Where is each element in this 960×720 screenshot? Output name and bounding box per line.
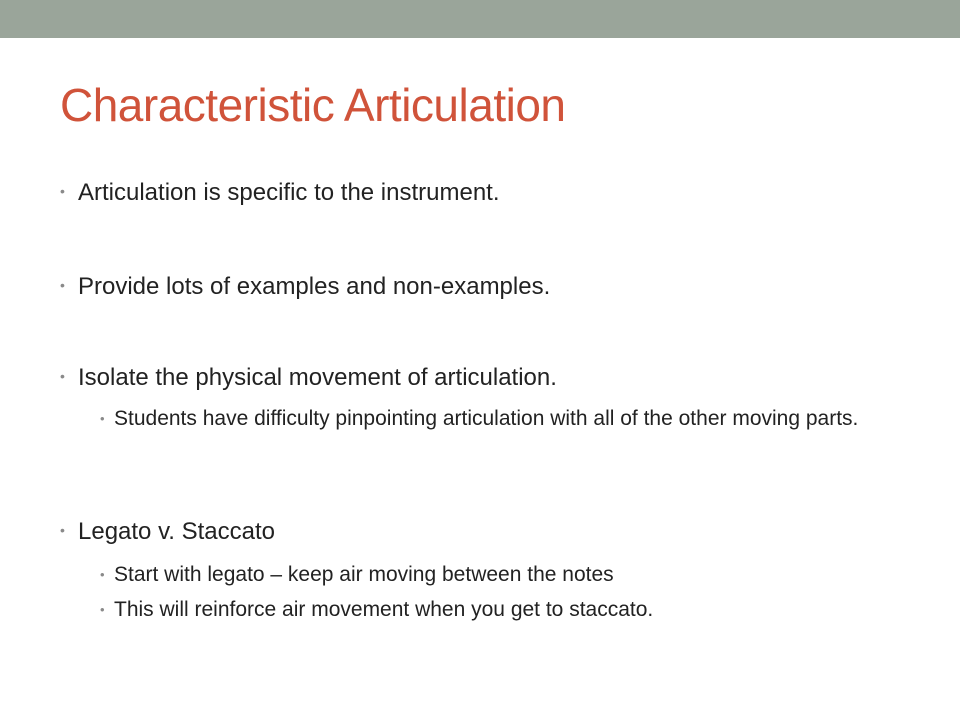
sub-bullet-dot-icon: • <box>100 602 105 617</box>
bullet-dot-icon: • <box>60 522 65 538</box>
bullet-text: Legato v. Staccato <box>78 518 276 545</box>
sub-bullet-item <box>100 560 900 590</box>
bullet-item <box>60 518 275 546</box>
bullet-text: Articulation is specific to the instrument. <box>78 179 500 206</box>
sub-bullet-item <box>100 404 900 434</box>
bullet-text: Isolate the physical movement of articulation. <box>78 364 557 391</box>
sub-bullet-item <box>100 595 900 625</box>
bullet-dot-icon: • <box>60 183 65 199</box>
bullet-item <box>60 364 557 392</box>
slide-title: Characteristic Articulation <box>60 79 566 131</box>
sub-bullet-dot-icon: • <box>100 411 105 426</box>
sub-bullet-text: Start with legato – keep air moving between the notes <box>114 563 614 586</box>
bullet-item <box>60 179 500 207</box>
bullet-dot-icon: • <box>60 277 65 293</box>
bullet-item <box>60 273 550 301</box>
bullet-text: Provide lots of examples and non-examples. <box>78 273 551 300</box>
sub-bullet-text: This will reinforce air movement when you get to staccato. <box>114 598 654 621</box>
top-accent-bar <box>0 0 960 38</box>
sub-bullet-text: Students have difficulty pinpointing articulation with all of the other moving parts. <box>114 407 859 430</box>
bullet-dot-icon: • <box>60 368 65 384</box>
sub-bullet-dot-icon: • <box>100 567 105 582</box>
